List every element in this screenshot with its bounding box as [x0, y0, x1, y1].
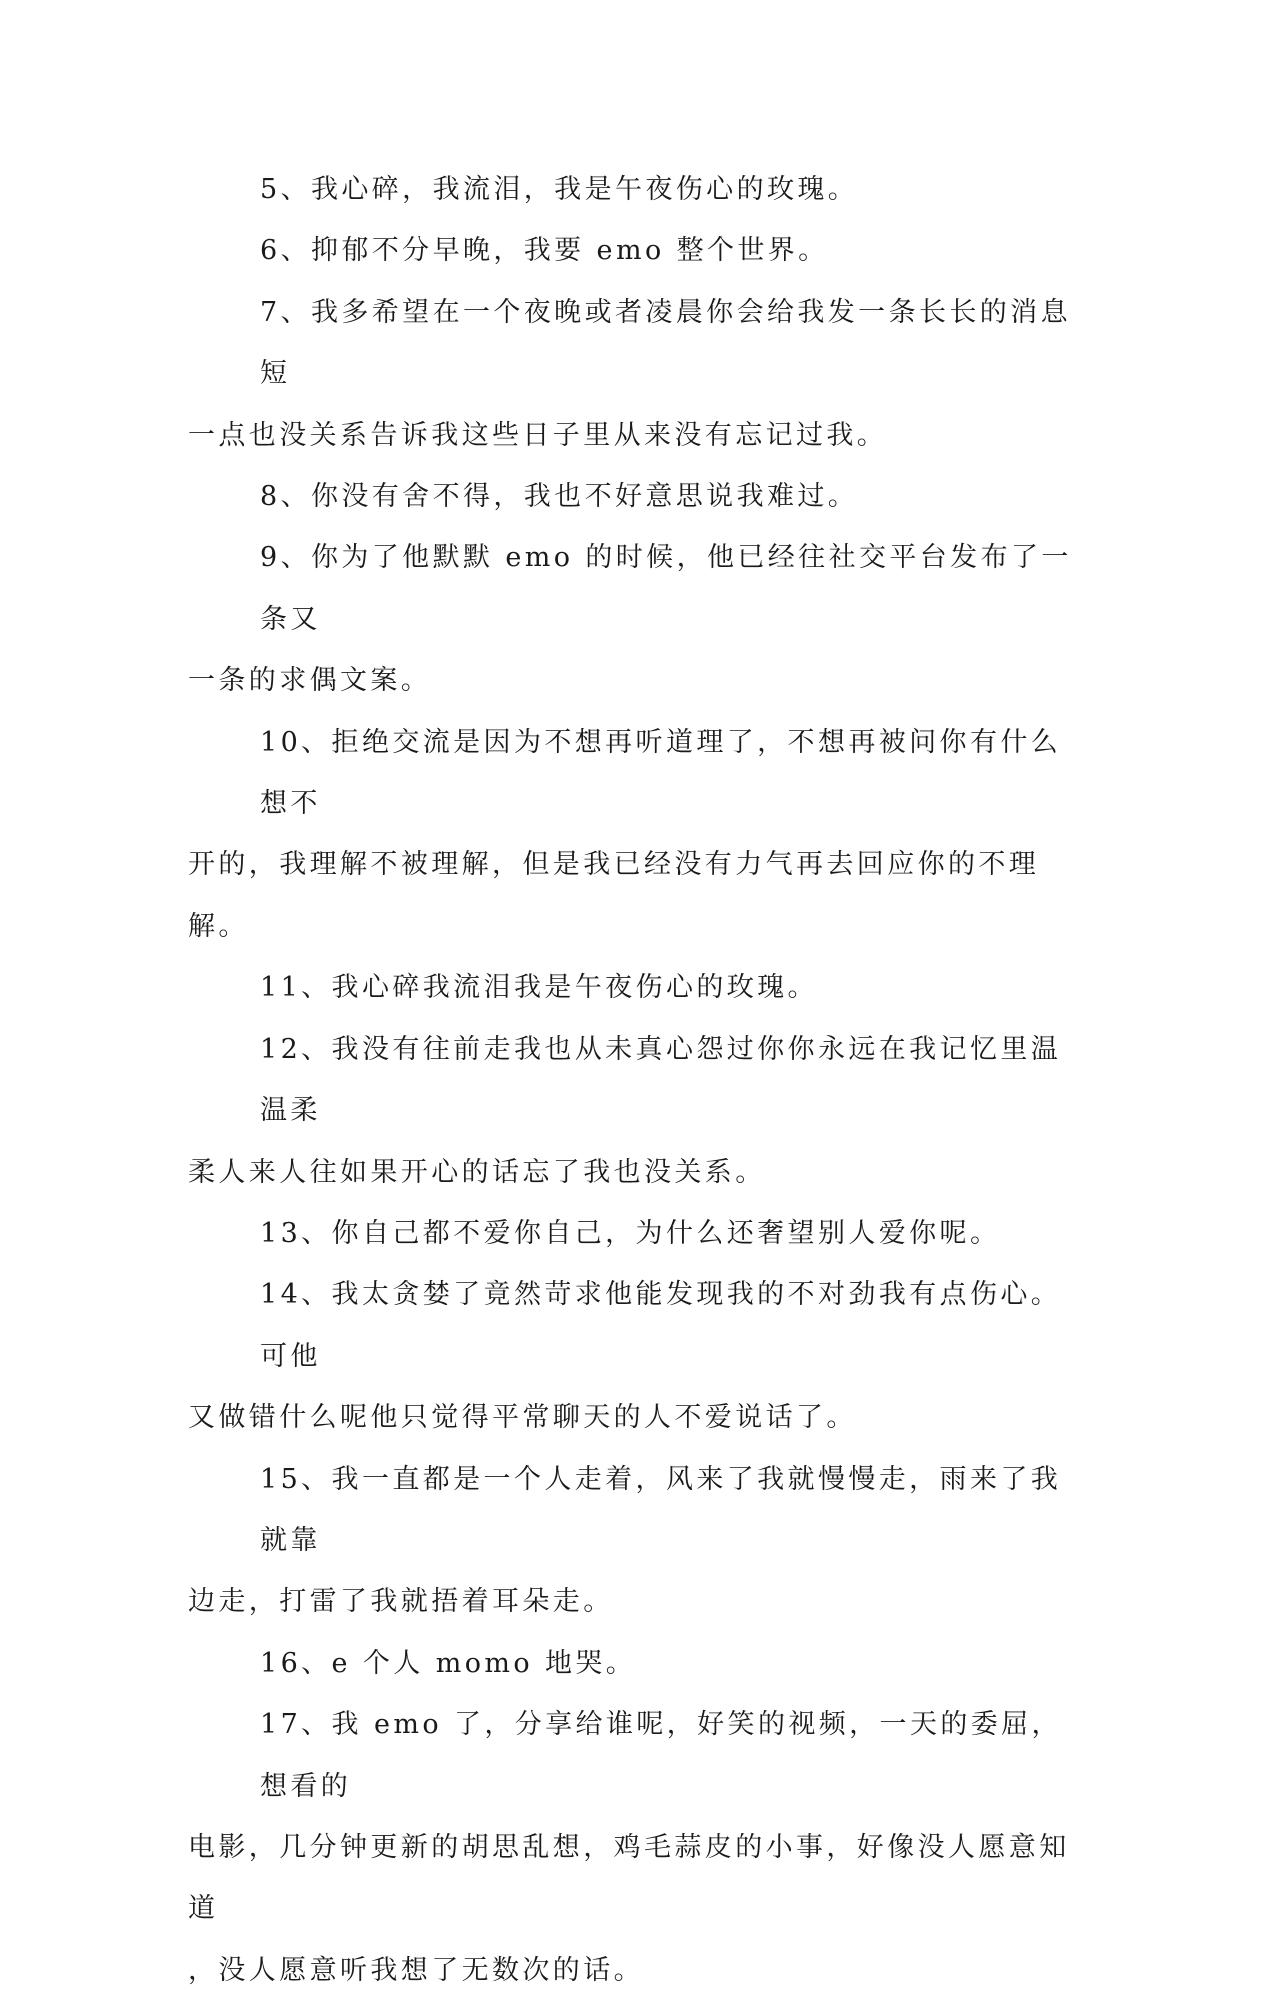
item-17-line-1: 17、我 emo 了，分享给谁呢，好笑的视频，一天的委屈，想看的 [260, 1709, 1062, 1802]
item-17-line-3: ，没人愿意听我想了无数次的话。 [188, 1954, 644, 1986]
list-item [188, 159, 1078, 220]
list-item [188, 282, 1078, 466]
list-item [188, 957, 1078, 1018]
item-13-line-1: 13、你自己都不爱你自己，为什么还奢望别人爱你呢。 [260, 1217, 1001, 1249]
item-11-line-1: 11、我心碎我流泪我是午夜伤心的玫瑰。 [260, 972, 818, 1004]
item-12-line-2: 柔人来人往如果开心的话忘了我也没关系。 [188, 1156, 766, 1188]
list-item [188, 1264, 1078, 1448]
list-item [188, 1633, 1078, 1694]
item-14-line-1: 14、我太贪婪了竟然苛求他能发现我的不对劲我有点伤心。可他 [260, 1279, 1062, 1372]
item-5-line-1: 5、我心碎，我流泪，我是午夜伤心的玫瑰。 [260, 174, 859, 205]
item-12-line-1: 12、我没有往前走我也从未真心怨过你你永远在我记忆里温温柔 [260, 1033, 1062, 1127]
item-10-line-1: 10、拒绝交流是因为不想再听道理了，不想再被问你有什么想不 [260, 726, 1062, 820]
item-16-line-1: 16、e 个人 momo 地哭。 [260, 1647, 637, 1679]
item-14-line-2: 又做错什么呢他只觉得平常聊天的人不爱说话了。 [188, 1402, 857, 1434]
list-item [188, 1019, 1078, 1203]
item-7-line-1: 7、我多希望在一个夜晚或者凌晨你会给我发一条长长的消息短 [260, 296, 1071, 390]
item-8-line-1: 8、你没有舍不得，我也不好意思说我难过。 [260, 481, 859, 513]
item-17-line-2: 电影，几分钟更新的胡思乱想，鸡毛蒜皮的小事，好像没人愿意知道 [188, 1831, 1070, 1925]
item-10-line-2: 开的，我理解不被理解，但是我已经没有力气再去回应你的不理解。 [188, 849, 1040, 942]
list-item [188, 220, 1078, 281]
list-item [188, 527, 1078, 711]
list-item [188, 1449, 1078, 1633]
item-6-line-1: 6、抑郁不分早晚，我要 emo 整个世界。 [260, 235, 829, 267]
document-body [188, 159, 1078, 2001]
list-item [188, 1203, 1078, 1264]
item-7-line-2: 一点也没关系告诉我这些日子里从来没有忘记过我。 [188, 419, 888, 451]
item-9-line-2: 一条的求偶文案。 [188, 665, 432, 697]
list-item [188, 1694, 1078, 2001]
item-9-line-1: 9、你为了他默默 emo 的时候，他已经往社交平台发布了一条又 [260, 542, 1072, 635]
list-item [188, 712, 1078, 958]
item-15-line-2: 边走，打雷了我就捂着耳朵走。 [188, 1586, 614, 1618]
item-15-line-1: 15、我一直都是一个人走着，风来了我就慢慢走，雨来了我就靠 [260, 1463, 1062, 1556]
list-item [188, 466, 1078, 527]
